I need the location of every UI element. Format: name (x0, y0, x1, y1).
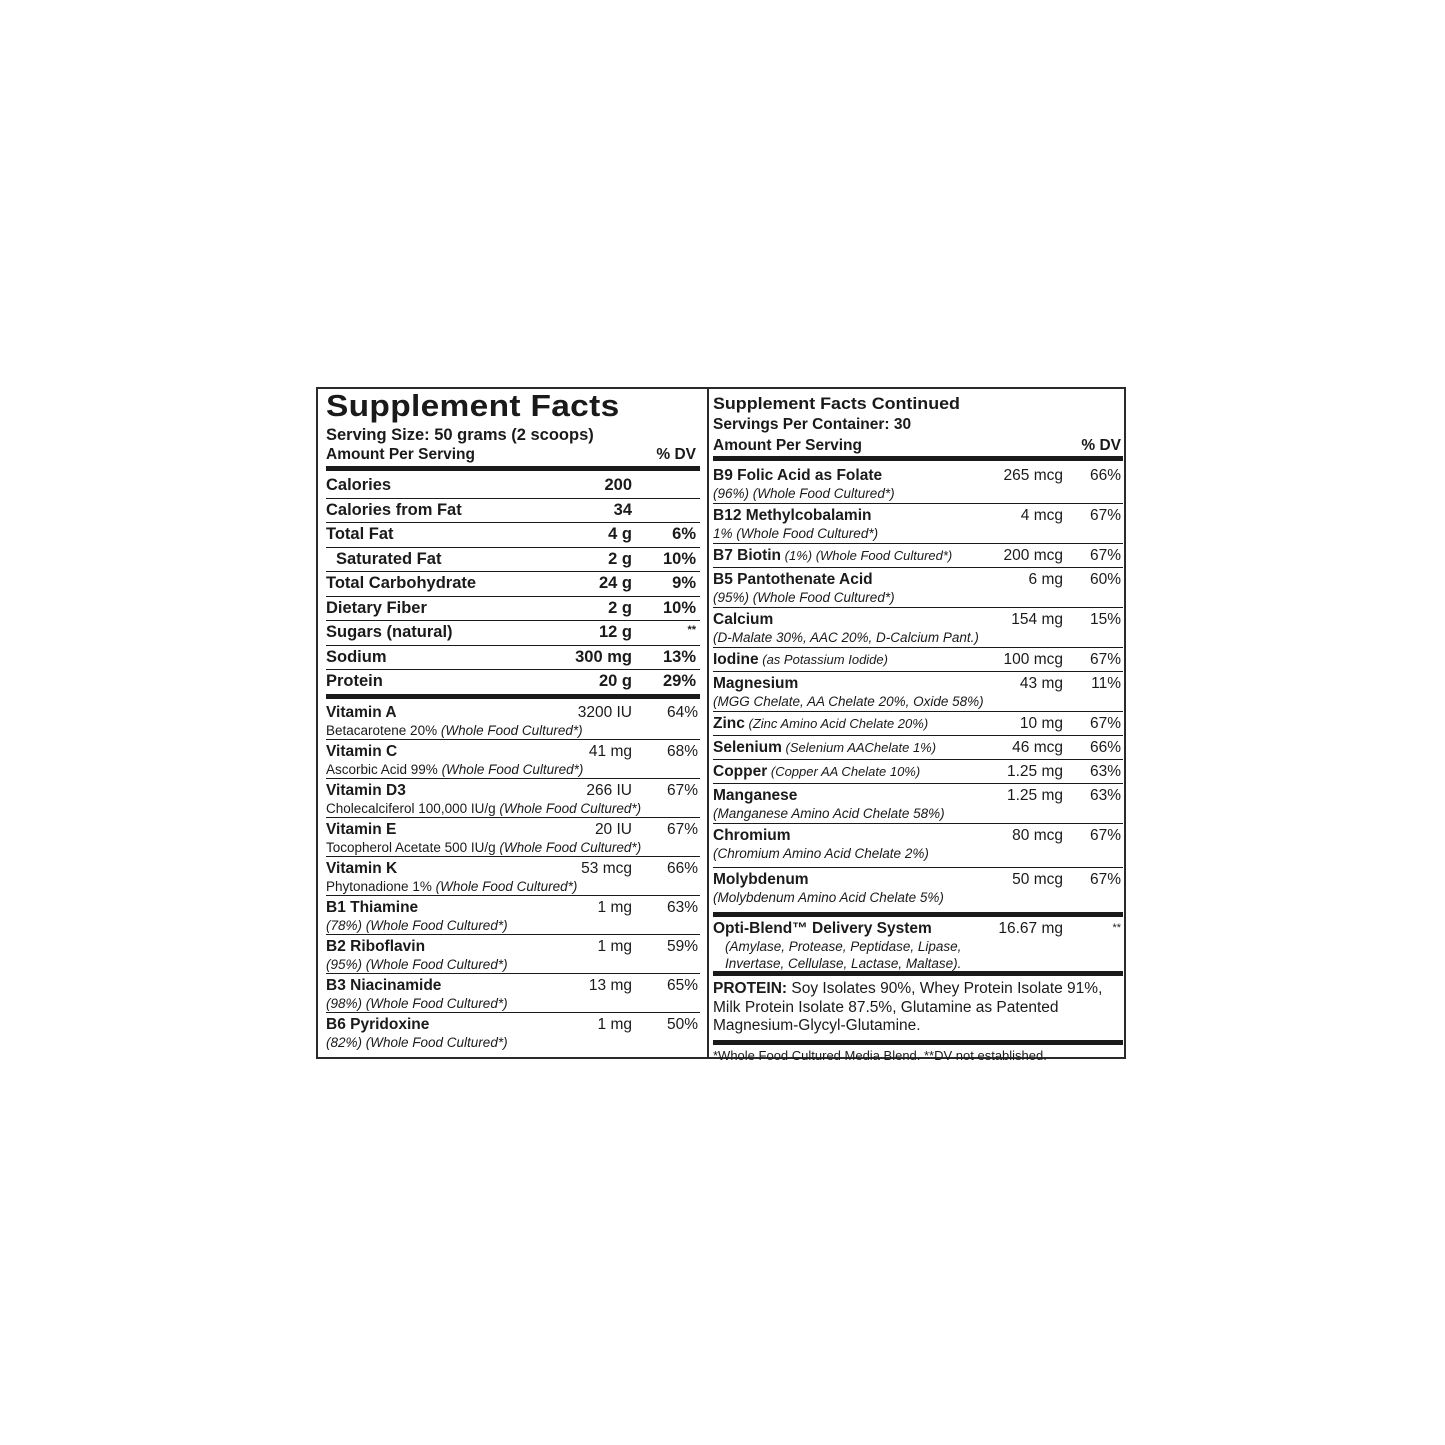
vitamin-source-text: Tocopherol Acetate 500 IU/g (326, 839, 500, 855)
panel-title: Supplement Facts (326, 388, 620, 423)
serving-size: Serving Size: 50 grams (2 scoops) (326, 426, 594, 444)
macro-dv: 13% (662, 647, 696, 666)
nutrient-row (713, 648, 1123, 672)
nutrient-line (713, 786, 1123, 805)
nutrient-label (713, 506, 953, 525)
nutrient-source: (Chromium Amino Acid Chelate 2%) (713, 846, 929, 861)
vitamin-amount: 20 IU (594, 820, 632, 838)
nutrient-name: B7 Biotin (713, 547, 782, 564)
nutrient-label (713, 714, 953, 733)
nutrient-row (713, 824, 1123, 868)
nutrient-source: (95%) (Whole Food Cultured*) (713, 590, 895, 605)
nutrient-dv: 67% (1089, 507, 1121, 524)
amount-header-row (326, 445, 700, 464)
amount-header: Amount Per Serving (326, 446, 475, 463)
macro-row (326, 523, 700, 548)
vitamin-source (326, 800, 700, 817)
vitamin-source (326, 761, 700, 778)
macro-amount: 2 g (608, 549, 632, 568)
nutrient-dv: 63% (1089, 787, 1121, 804)
vitamin-source (326, 917, 700, 934)
footnote: *Whole Food Cultured Media Blend. **DV not established. (713, 1047, 1047, 1063)
nutrient-name: Iodine (713, 651, 759, 668)
vitamin-source-note: (78%) (Whole Food Cultured*) (326, 917, 508, 933)
macro-row (326, 572, 700, 597)
macro-name: Dietary Fiber (326, 598, 427, 617)
nutrient-row (713, 736, 1123, 760)
vitamin-name: Vitamin E (326, 820, 397, 838)
vitamin-source-note: (Whole Food Cultured*) (440, 722, 583, 738)
vitamin-amount: 1 mg (597, 1015, 632, 1033)
macro-amount: 200 (604, 476, 632, 495)
macro-row (326, 597, 700, 622)
nutrient-name: Manganese (713, 787, 798, 804)
macro-name: Sodium (326, 647, 387, 666)
vitamins-list (326, 701, 700, 1052)
macro-name: Sugars (natural) (326, 623, 453, 642)
vitamin-dv: 63% (666, 898, 698, 916)
macro-amount: 34 (613, 500, 632, 519)
macro-dv: ** (687, 624, 696, 636)
vitamin-name: B2 Riboflavin (326, 937, 426, 955)
macro-name: Saturated Fat (336, 549, 442, 568)
nutrient-name: B12 Methylcobalamin (713, 507, 872, 524)
macro-dv: 10% (662, 549, 696, 568)
vitamin-dv: 66% (666, 859, 698, 877)
vitamin-line (326, 898, 700, 917)
vitamin-row (326, 1013, 700, 1052)
vitamin-dv: 64% (666, 703, 698, 721)
vitamin-line (326, 703, 700, 722)
macro-amount: 4 g (608, 525, 632, 544)
nutrient-dv: 67% (1089, 871, 1121, 888)
nutrient-row (713, 544, 1123, 568)
protein-text: Soy Isolates 90%, Whey Protein Isolate 91%, Milk Protein Isolate 87.5%, Glutamine as Patented Magnesium-Glycyl-Glutamine. (713, 980, 1103, 1034)
vitamin-line (326, 820, 700, 839)
nutrient-line (713, 610, 1123, 629)
nutrient-row (713, 868, 1123, 912)
nutrient-form: (1%) (Whole Food Cultured*) (781, 548, 953, 563)
vitamin-source-text: Cholecalciferol 100,000 IU/g (326, 800, 500, 816)
nutrient-dv: 66% (1089, 467, 1121, 484)
nutrient-source: (MGG Chelate, AA Chelate 20%, Oxide 58%) (713, 694, 984, 709)
macro-amount: 2 g (608, 598, 632, 617)
nutrient-name: Copper (713, 763, 768, 780)
right-column (713, 389, 1123, 1064)
vitamin-name: Vitamin D3 (326, 781, 406, 799)
nutrient-row (713, 504, 1123, 544)
vitamin-name: Vitamin A (326, 703, 397, 721)
macros-list (326, 474, 700, 694)
nutrient-form: (Zinc Amino Acid Chelate 20%) (744, 716, 929, 731)
nutrient-label (713, 610, 953, 629)
nutrient-row (713, 760, 1123, 784)
nutrient-label (713, 738, 953, 757)
vitamin-source-text: Phytonadione 1% (326, 878, 436, 894)
vitamin-line (326, 976, 700, 995)
nutrient-source: (Manganese Amino Acid Chelate 58%) (713, 806, 945, 821)
vitamin-amount: 41 mg (588, 742, 632, 760)
vitamin-name: B1 Thiamine (326, 898, 419, 916)
vitamin-dv: 68% (666, 742, 698, 760)
macro-dv: 6% (672, 525, 696, 544)
nutrient-line (713, 650, 1123, 669)
vitamin-line (326, 937, 700, 956)
macro-dv: 10% (662, 598, 696, 617)
nutrient-label (713, 466, 953, 485)
vitamin-dv: 50% (666, 1015, 698, 1033)
vitamin-source (326, 722, 700, 739)
vitamin-line (326, 781, 700, 800)
vitamin-row (326, 896, 700, 935)
vitamin-source (326, 878, 700, 895)
nutrient-label (713, 786, 953, 805)
thick-rule (326, 694, 700, 699)
vitamin-amount: 1 mg (597, 898, 632, 916)
nutrient-dv: 63% (1089, 763, 1121, 780)
vitamin-line (326, 742, 700, 761)
vitamin-source-text: Betacarotene 20% (326, 722, 441, 738)
vitamin-source (326, 995, 700, 1012)
nutrient-amount: 6 mg (1028, 571, 1063, 588)
thick-rule (713, 912, 1123, 917)
vitamin-amount: 3200 IU (577, 703, 632, 721)
protein-statement (713, 976, 1123, 1038)
vitamin-row (326, 974, 700, 1013)
nutrient-row (713, 568, 1123, 608)
nutrient-label (713, 762, 953, 781)
vitamin-row (326, 740, 700, 779)
vitamin-source-note: (Whole Food Cultured*) (499, 800, 642, 816)
vitamin-row (326, 935, 700, 974)
nutrient-source: (96%) (Whole Food Cultured*) (713, 486, 895, 501)
vitamin-dv: 59% (666, 937, 698, 955)
nutrient-label (713, 674, 953, 693)
macro-amount: 20 g (598, 672, 632, 691)
macro-row (326, 621, 700, 646)
macro-row (326, 499, 700, 524)
nutrient-amount: 80 mcg (1012, 827, 1063, 844)
macro-row (326, 670, 700, 694)
nutrient-line (713, 714, 1123, 733)
nutrient-form: (Selenium AAChelate 1%) (781, 740, 937, 755)
amount-header-row (713, 436, 1123, 455)
nutrient-amount: 46 mcg (1012, 739, 1063, 756)
nutrient-dv: 67% (1089, 651, 1121, 668)
servings-per-container: Servings Per Container: 30 (713, 416, 912, 433)
nutrient-row (713, 672, 1123, 712)
macro-name: Calories from Fat (326, 500, 462, 519)
nutrient-dv: 67% (1089, 715, 1121, 732)
protein-label: PROTEIN: (713, 980, 788, 997)
vitamin-amount: 53 mcg (581, 859, 632, 877)
macro-name: Total Fat (326, 525, 394, 544)
nutrient-line (713, 570, 1123, 589)
nutrient-label (713, 650, 953, 669)
nutrient-source: 1% (Whole Food Cultured*) (713, 526, 879, 541)
vitamin-source-text: Ascorbic Acid 99% (326, 761, 442, 777)
amount-header: Amount Per Serving (713, 437, 862, 454)
continued-title: Supplement Facts Continued (713, 394, 960, 413)
nutrient-form: (Copper AA Chelate 10%) (767, 764, 921, 779)
vitamin-name: Vitamin C (326, 742, 398, 760)
nutrient-name: Selenium (713, 739, 782, 756)
vitamin-row (326, 701, 700, 740)
dv-header: % DV (1081, 437, 1121, 454)
nutrient-source: (Molybdenum Amino Acid Chelate 5%) (713, 890, 944, 905)
vitamin-row (326, 818, 700, 857)
macro-amount: 300 mg (575, 647, 632, 666)
nutrient-row (713, 608, 1123, 648)
vitamin-line (326, 1015, 700, 1034)
vitamin-source-note: (82%) (Whole Food Cultured*) (326, 1034, 508, 1050)
vitamin-dv: 67% (666, 820, 698, 838)
nutrient-form: (as Potassium Iodide) (758, 652, 888, 667)
macro-name: Protein (326, 672, 383, 691)
nutrient-dv: 66% (1089, 739, 1121, 756)
nutrient-amount: 4 mcg (1020, 507, 1063, 524)
nutrient-name: Zinc (713, 715, 745, 732)
vitamin-source-note: (95%) (Whole Food Cultured*) (326, 956, 508, 972)
vitamin-line (326, 859, 700, 878)
vitamin-name: B3 Niacinamide (326, 976, 442, 994)
nutrient-line (713, 506, 1123, 525)
nutrient-label (713, 870, 953, 889)
macro-amount: 24 g (598, 574, 632, 593)
vitamin-amount: 13 mg (588, 976, 632, 994)
nutrient-line (713, 762, 1123, 781)
nutrient-amount: 265 mcg (1003, 467, 1063, 484)
nutrient-row (713, 464, 1123, 504)
vitamin-dv: 65% (666, 976, 698, 994)
nutrient-dv: 11% (1091, 675, 1121, 692)
vitamin-amount: 1 mg (597, 937, 632, 955)
nutrient-amount: 200 mcg (1003, 547, 1063, 564)
thick-rule (326, 466, 700, 471)
macro-row (326, 474, 700, 499)
nutrient-dv: 67% (1089, 827, 1121, 844)
macro-name: Calories (326, 476, 392, 495)
nutrient-dv: 15% (1089, 611, 1121, 628)
nutrient-dv: 67% (1089, 547, 1121, 564)
vitamin-source (326, 956, 700, 973)
column-divider (707, 389, 709, 1057)
vitamin-dv: 67% (666, 781, 698, 799)
vitamin-source (326, 839, 700, 856)
nutrient-dv: 60% (1089, 571, 1121, 588)
macro-row (326, 548, 700, 573)
opti-blend-row (713, 918, 1123, 970)
supplement-facts-panel (316, 387, 1126, 1063)
nutrient-name: Magnesium (713, 675, 799, 692)
nutrient-name: B5 Pantothenate Acid (713, 571, 873, 588)
nutrient-amount: 100 mcg (1003, 651, 1063, 668)
thick-rule (713, 456, 1123, 461)
nutrient-name: B9 Folic Acid as Folate (713, 467, 883, 484)
nutrient-line (713, 546, 1123, 565)
nutrient-amount: 1.25 mg (1006, 787, 1063, 804)
vitamin-source-note: (Whole Food Cultured*) (435, 878, 578, 894)
nutrient-amount: 1.25 mg (1006, 763, 1063, 780)
nutrient-amount: 154 mg (1011, 611, 1063, 628)
macro-amount: 12 g (598, 623, 632, 642)
blend-ingredients-1: (Amylase, Protease, Peptidase, Lipase, (725, 939, 962, 954)
macro-dv: 9% (672, 574, 696, 593)
nutrient-label (713, 826, 953, 845)
blend-name: Opti-Blend™ Delivery System (713, 920, 932, 937)
nutrient-amount: 10 mg (1019, 715, 1063, 732)
vitamin-source-note: (98%) (Whole Food Cultured*) (326, 995, 508, 1011)
blend-amount: 16.67 mg (998, 920, 1063, 937)
nutrient-label (713, 546, 953, 565)
nutrient-source: (D-Malate 30%, AAC 20%, D-Calcium Pant.) (713, 630, 979, 645)
nutrient-row (713, 712, 1123, 736)
nutrient-name: Chromium (713, 827, 791, 844)
blend-ingredients-2: Invertase, Cellulase, Lactase, Maltase). (725, 956, 962, 971)
nutrient-name: Calcium (713, 611, 774, 628)
vitamin-row (326, 857, 700, 896)
vitamin-source (326, 1034, 700, 1051)
nutrient-row (713, 784, 1123, 824)
blend-dv: ** (1112, 922, 1121, 934)
vitamin-source-note: (Whole Food Cultured*) (499, 839, 642, 855)
left-column (326, 389, 700, 1052)
vitamin-name: B6 Pyridoxine (326, 1015, 430, 1033)
nutrient-line (713, 738, 1123, 757)
nutrient-line (713, 870, 1123, 889)
nutrient-line (713, 466, 1123, 485)
nutrient-name: Molybdenum (713, 871, 809, 888)
nutrient-amount: 50 mcg (1012, 871, 1063, 888)
dv-header: % DV (656, 446, 696, 463)
vitamin-source-note: (Whole Food Cultured*) (441, 761, 584, 777)
nutrient-label (713, 570, 953, 589)
vitamin-name: Vitamin K (326, 859, 398, 877)
nutrients-list (713, 464, 1123, 912)
nutrient-line (713, 826, 1123, 845)
vitamin-row (326, 779, 700, 818)
macro-dv: 29% (662, 672, 696, 691)
macro-name: Total Carbohydrate (326, 574, 477, 593)
nutrient-line (713, 674, 1123, 693)
vitamin-amount: 266 IU (586, 781, 632, 799)
nutrient-amount: 43 mg (1019, 675, 1063, 692)
macro-row (326, 646, 700, 671)
